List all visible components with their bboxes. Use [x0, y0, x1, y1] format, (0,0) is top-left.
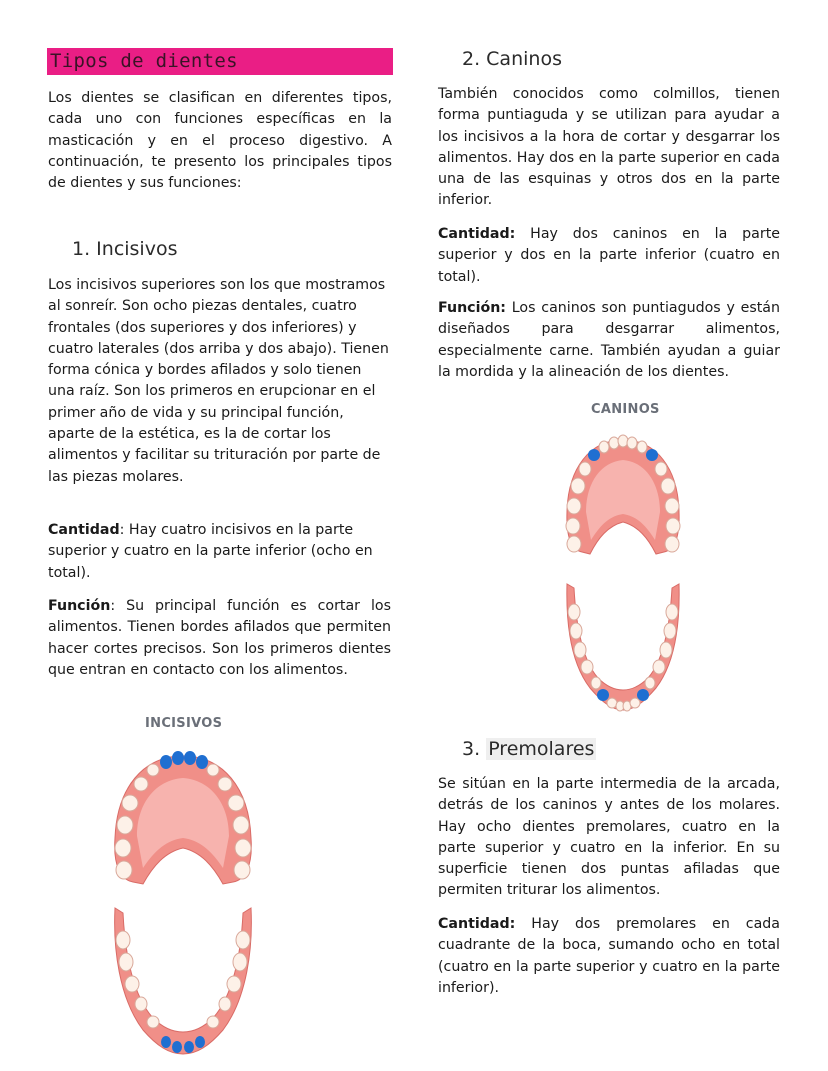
- premolares-heading: [462, 738, 596, 760]
- incisivos-heading: 1. Incisivos: [72, 238, 178, 260]
- caninos-heading: 2. Caninos: [462, 48, 562, 70]
- premolares-description: Se sitúan en la parte intermedia de la arcada, detrás de los caninos y antes de los molares. Hay ocho dientes premolares, cuatro en la parte superior y cuatro en la inferior. En su superficie tienen dos puntas afiladas que permiten triturar los alimentos.: [438, 776, 780, 899]
- incisivos-diagram: [103, 748, 263, 1058]
- caninos-funcion-label: Función:: [438, 300, 506, 316]
- caninos-figure-label: CANINOS: [591, 402, 660, 417]
- upper-jaw: [567, 440, 679, 554]
- incisivos-description: Los incisivos superiores son los que mostramos al sonreír. Son ocho piezas dentales, cuatro frontales (dos superiores y dos inferiores) y cuatro laterales (dos arriba y dos abajo). Tienen forma cónica y bordes afilados y solo tienen una raíz. Son los primeros en erupcionar en el primer año de vida y su principal función, aparte de la estética, es la de cortar los alimentos y facilitar su trituración por parte de las piezas molares.: [48, 277, 389, 485]
- premolares-cantidad: [438, 914, 780, 999]
- premolares-heading-number: 3.: [462, 738, 481, 760]
- incisivos-figure-label: INCISIVOS: [145, 716, 223, 731]
- upper-jaw: [115, 756, 252, 884]
- caninos-description: También conocidos como colmillos, tienen forma puntiaguda y se utilizan para ayudar a los incisivos a la hora de cortar y desgarrar los alimentos. Hay dos en la parte superior en cada una de las esquinas y otros dos en la parte inferior.: [438, 86, 780, 209]
- caninos-diagram: [558, 434, 688, 714]
- incisivos-cantidad-label: Cantidad: [48, 522, 120, 538]
- incisivos-funcion: [48, 596, 391, 681]
- intro-paragraph: Los dientes se clasifican en diferentes tipos, cada uno con funciones específicas en la masticación y en el proceso digestivo. A continuación, te presento los principales tipos de dientes y sus funciones:: [48, 90, 392, 192]
- incisivos-cantidad-text: : Hay cuatro incisivos en la parte superior y cuatro en la parte inferior (ocho en total).: [48, 522, 373, 581]
- caninos-cantidad: [438, 224, 780, 288]
- caninos-funcion-text: Los caninos son puntiagudos y están diseñados para desgarrar alimentos, especialmente carne. También ayudan a guiar la mordida y la alineación de los dientes.: [438, 300, 780, 380]
- caninos-funcion: [438, 298, 780, 383]
- caninos-cantidad-label: Cantidad:: [438, 226, 516, 242]
- premolares-heading-text: Premolares: [488, 738, 595, 760]
- premolares-cantidad-text: Hay dos premolares en cada cuadrante de la boca, sumando ocho en total (cuatro en la parte superior y cuatro en la parte inferior).: [438, 916, 780, 996]
- incisivos-funcion-label: Función: [48, 598, 111, 614]
- title-bar: [47, 48, 393, 75]
- incisivos-cantidad: [48, 520, 388, 584]
- incisivos-funcion-text: : Su principal función es cortar los alimentos. Tienen bordes afilados que permiten hacer cortes precisos. Son los primeros dientes que entran en contacto con los alimentos.: [48, 598, 391, 678]
- page-title: Tipos de dientes: [50, 50, 238, 72]
- premolares-cantidad-label: Cantidad:: [438, 916, 516, 932]
- caninos-cantidad-text: Hay dos caninos en la parte superior y dos en la parte inferior (cuatro en total).: [438, 226, 780, 285]
